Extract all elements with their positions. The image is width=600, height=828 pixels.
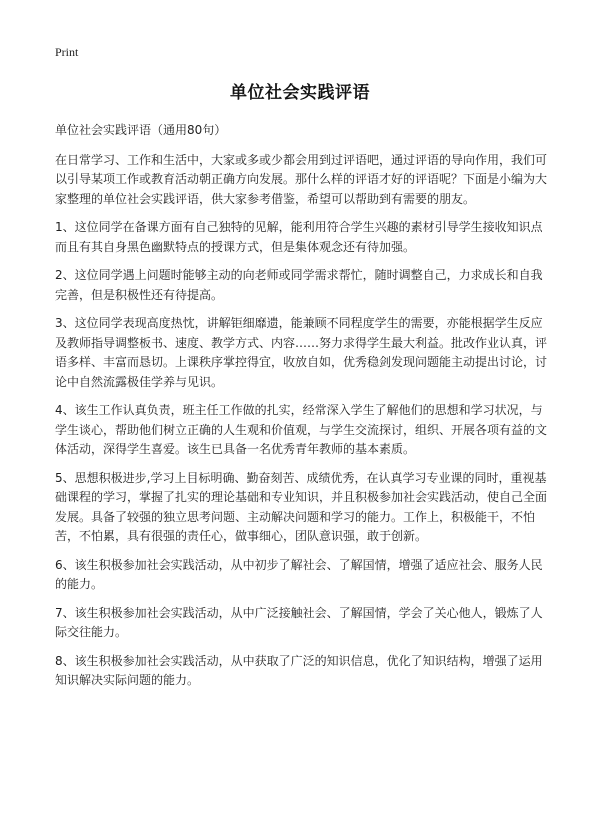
page-title: 单位社会实践评语: [230, 83, 370, 103]
intro-paragraph: 在日常学习、工作和生活中，大家或多或少都会用到过评语吧，通过评语的导向作用，我们可以引导某项工作或教育活动朝正确方向发展。那什么样的评语才好的评语呢？下面是小编为大家整理的单位社会实践评语，供大家参考借鉴，希望可以帮助到有需要的朋友。: [55, 152, 548, 206]
article-body: [55, 121, 553, 700]
comment-item-7: 7、该生积极参加社会实践活动，从中广泛接触社会、了解国情，学会了关心他人，锻炼了人际交往能力。: [55, 605, 543, 639]
comment-item-1: 1、这位同学在备课方面有自己独特的见解，能利用符合学生兴趣的素材引导学生接收知识点而且有其自身黑色幽默特点的授课方式，但是集体观念还有待加强。: [55, 220, 543, 254]
comment-item-6: 6、该生积极参加社会实践活动，从中初步了解社会、了解国情，增强了适应社会、服务人民的能力。: [55, 557, 543, 591]
comment-item-4: 4、该生工作认真负责，班主任工作做的扎实，经常深入学生了解他们的思想和学习状况，与学生谈心，帮助他们树立正确的人生观和价值观，与学生交流探讨，组织、开展各项有益的文体活动，深得学生喜爱。该生已具备一名优秀青年教师的基本素质。: [55, 403, 548, 456]
comment-item-3: 3、这位同学表现高度热忱，讲解钜细靡遗，能兼顾不同程度学生的需要，亦能根据学生反应及教师指导调整板书、速度、教学方式、内容……努力求得学生最大利益。批改作业认真，评语多样、丰富而恳切。上课秩序掌控得宜，收放自如，优秀稳剑发现问题能主动提出讨论，讨论中自然流露极佳学养与见识。: [55, 316, 548, 389]
print-link[interactable]: Print: [55, 45, 79, 59]
comment-item-5: 5、思想积极进步,学习上目标明确、勤奋刻苦、成绩优秀，在认真学习专业课的同时，重视基础课程的学习，掌握了扎实的理论基础和专业知识，并且积极参加社会实践活动，使自己全面发展。具备了较强的独立思考问题、主动解决问题和学习的能力。工作上，积极能干，不怕苦，不怕累，具有很强的责任心，做事细心，团队意识强，敢于创新。: [55, 470, 548, 543]
article-subtitle: 单位社会实践评语（通用80句）: [55, 123, 227, 137]
comment-item-8: 8、该生积极参加社会实践活动，从中获取了广泛的知识信息，优化了知识结构，增强了运用知识解决实际问题的能力。: [55, 653, 543, 687]
comment-item-2: 2、这位同学遇上问题时能够主动的向老师或同学需求帮忙，随时调整自己，力求成长和自我完善，但是积极性还有待提高。: [55, 268, 543, 302]
